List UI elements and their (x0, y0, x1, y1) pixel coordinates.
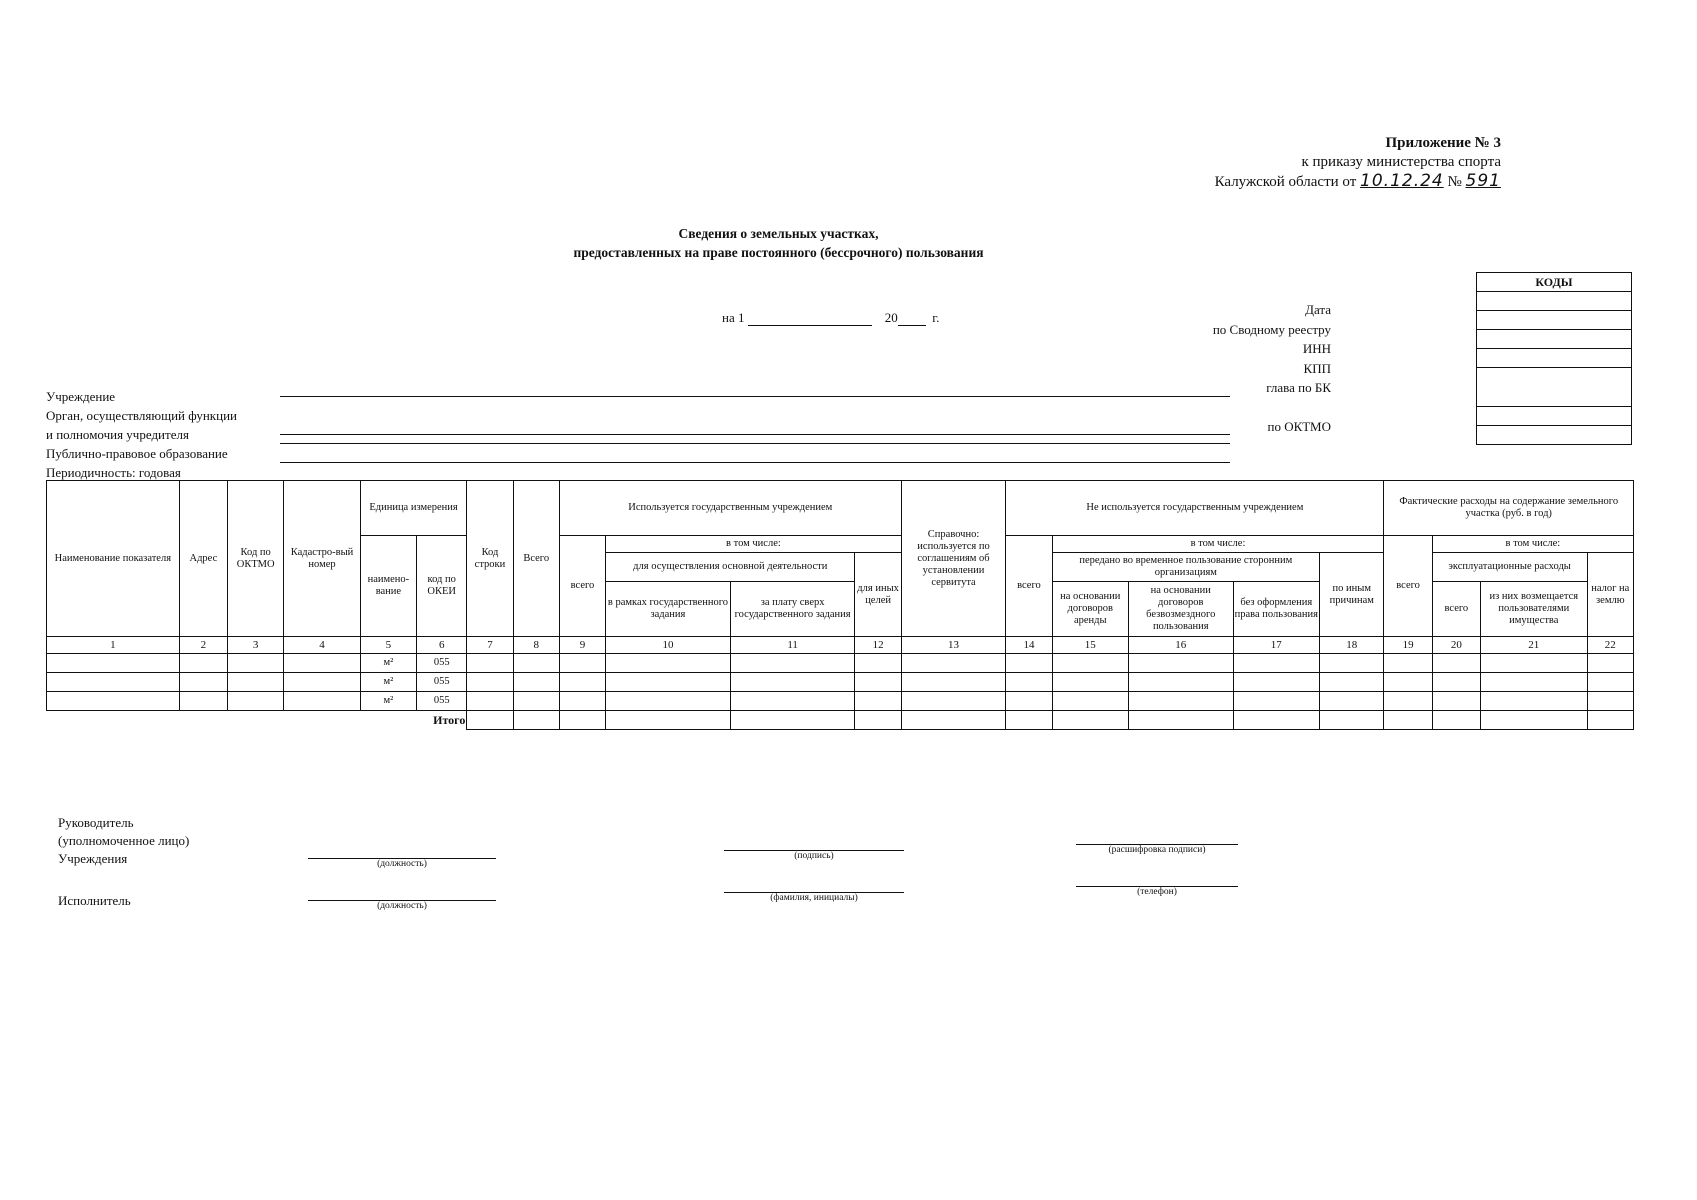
data-cell[interactable] (1233, 654, 1319, 673)
data-cell[interactable] (228, 673, 284, 692)
data-cell[interactable] (513, 692, 559, 711)
code-registry-cell[interactable] (1477, 311, 1632, 330)
total-cell[interactable] (1480, 711, 1587, 730)
unit-cell: м² (360, 673, 416, 692)
executor-phone-field[interactable] (1076, 886, 1238, 897)
executor-position-field[interactable] (308, 900, 496, 911)
h-oktmo: Код по ОКТМО (228, 481, 284, 637)
code-oktmo-cell[interactable] (1477, 407, 1632, 426)
sig-executor: Исполнитель (58, 893, 131, 908)
h-used: Используется государственным учреждением (559, 481, 901, 536)
data-cell[interactable] (1128, 692, 1233, 711)
title-line-2: предоставленных на праве постоянного (бессрочного) пользования (573, 245, 984, 260)
h-nu-total: всего (1006, 536, 1052, 637)
h-other-reasons: по иным причинам (1320, 553, 1384, 637)
h-no-right: без оформления права пользования (1233, 582, 1319, 637)
institution-labels (46, 387, 237, 482)
data-cell[interactable] (1006, 673, 1052, 692)
data-cell[interactable] (1432, 654, 1480, 673)
position-field[interactable] (308, 858, 496, 869)
data-cell[interactable] (606, 654, 731, 673)
data-cell[interactable] (284, 692, 360, 711)
col-num: 1 (47, 637, 180, 654)
h-nu-incl: в том числе: (1052, 536, 1384, 553)
table-row (47, 654, 1634, 673)
data-cell[interactable] (901, 692, 1006, 711)
h-address: Адрес (179, 481, 227, 637)
h-reimbursed: из них возмещается пользователями имущества (1480, 582, 1587, 637)
h-main-activity: для осуществления основной деятельности (606, 553, 855, 582)
h-used-total: всего (559, 536, 605, 637)
col-num: 18 (1320, 637, 1384, 654)
total-cell[interactable] (467, 711, 513, 730)
data-cell[interactable] (1128, 654, 1233, 673)
decode-field[interactable] (1076, 844, 1238, 855)
h-used-incl: в том числе: (606, 536, 902, 553)
data-cell[interactable] (1384, 654, 1432, 673)
data-cell[interactable] (1052, 654, 1128, 673)
col-num: 12 (855, 637, 901, 654)
okei-cell: 055 (417, 654, 467, 673)
col-num: 16 (1128, 637, 1233, 654)
h-other-purposes: для иных целей (855, 553, 901, 637)
total-cell[interactable] (1052, 711, 1128, 730)
label-institution: Учреждение (46, 389, 116, 404)
h-total: Всего (513, 481, 559, 637)
okei-cell: 055 (417, 673, 467, 692)
label-organ-2: и полномочия учредителя (46, 427, 189, 442)
data-cell[interactable] (1480, 654, 1587, 673)
total-row (47, 711, 1634, 730)
data-cell[interactable] (1052, 692, 1128, 711)
data-cell[interactable] (1432, 692, 1480, 711)
signature-labels (58, 814, 189, 910)
total-cell[interactable] (730, 711, 855, 730)
data-cell[interactable] (1320, 692, 1384, 711)
total-cell[interactable] (1432, 711, 1480, 730)
h-cadastral: Кадастро-вый номер (284, 481, 360, 637)
data-cell[interactable] (228, 692, 284, 711)
total-cell[interactable] (1233, 711, 1319, 730)
col-num: 20 (1432, 637, 1480, 654)
h-op-total: всего (1432, 582, 1480, 637)
h-name: Наименование показателя (47, 481, 180, 637)
codes-labels (1213, 300, 1331, 437)
data-cell[interactable] (730, 692, 855, 711)
data-cell[interactable] (179, 673, 227, 692)
col-num: 6 (417, 637, 467, 654)
data-cell[interactable] (1006, 654, 1052, 673)
col-num: 15 (1052, 637, 1128, 654)
data-cell[interactable] (1587, 692, 1633, 711)
codes-label-registry: по Сводному реестру (1212, 321, 1331, 337)
total-cell[interactable] (901, 711, 1006, 730)
sig-head-1: Руководитель (58, 815, 134, 830)
data-cell[interactable] (284, 654, 360, 673)
title-line-1: Сведения о земельных участках, (678, 226, 879, 241)
data-cell[interactable] (284, 673, 360, 692)
col-num: 17 (1233, 637, 1319, 654)
h-transferred: передано во временное пользование сторонним организациям (1052, 553, 1319, 582)
data-cell[interactable] (47, 692, 180, 711)
data-cell[interactable] (855, 654, 901, 673)
col-num: 2 (179, 637, 227, 654)
data-cell[interactable] (179, 654, 227, 673)
report-date (722, 310, 939, 326)
data-cell[interactable] (47, 654, 180, 673)
total-cell[interactable] (1006, 711, 1052, 730)
h-unit: Единица измерения (360, 481, 467, 536)
data-cell[interactable] (1052, 673, 1128, 692)
code-extra-cell[interactable] (1477, 426, 1632, 445)
unit-cell: м² (360, 692, 416, 711)
data-cell[interactable] (559, 654, 605, 673)
data-cell[interactable] (1480, 692, 1587, 711)
h-exp-total: всего (1384, 536, 1432, 637)
order-line: к приказу министерства спорта (1301, 154, 1501, 170)
caption-signature: (подпись) (794, 851, 834, 861)
report-year-field[interactable] (898, 325, 926, 326)
data-cell[interactable] (1320, 673, 1384, 692)
h-unit-code: код по ОКЕИ (417, 536, 467, 637)
h-row-code: Код строки (467, 481, 513, 637)
h-lease: на основании договоров аренды (1052, 582, 1128, 637)
data-cell[interactable] (1480, 673, 1587, 692)
total-cell[interactable] (1384, 711, 1432, 730)
total-cell[interactable] (513, 711, 559, 730)
report-year-suffix: г. (932, 310, 940, 325)
data-cell[interactable] (1006, 692, 1052, 711)
appendix-title: Приложение № 3 (1385, 135, 1501, 151)
data-cell[interactable] (1432, 673, 1480, 692)
table-row (47, 692, 1634, 711)
data-cell[interactable] (559, 692, 605, 711)
data-cell[interactable] (467, 654, 513, 673)
land-plots-table (46, 480, 1634, 730)
codes-label-oktmo: по ОКТМО (1267, 419, 1331, 434)
data-cell[interactable] (559, 673, 605, 692)
total-label: Итого (433, 713, 466, 728)
total-cell[interactable] (559, 711, 605, 730)
code-bk-cell[interactable] (1477, 368, 1632, 407)
col-num: 19 (1384, 637, 1432, 654)
codes-label-bk: глава по БК (1266, 380, 1331, 395)
signature-field[interactable] (724, 850, 904, 861)
col-num: 10 (606, 637, 731, 654)
data-cell[interactable] (1128, 673, 1233, 692)
h-servitude: Справочно: используется по соглашениям об установлении сервитута (901, 481, 1006, 637)
order-number-label: № (1447, 174, 1462, 190)
h-exp-incl: в том числе: (1432, 536, 1633, 553)
report-date-prefix: на 1 (722, 310, 745, 325)
document-title (0, 224, 1697, 262)
data-cell[interactable] (606, 692, 731, 711)
code-kpp-cell[interactable] (1477, 349, 1632, 368)
total-cell[interactable] (1587, 711, 1633, 730)
code-inn-cell[interactable] (1477, 330, 1632, 349)
appendix-header (1215, 134, 1501, 192)
institution-line[interactable] (280, 396, 1230, 397)
sig-head-3: Учреждения (58, 851, 128, 866)
data-cell[interactable] (1233, 692, 1319, 711)
total-cell[interactable] (1128, 711, 1233, 730)
order-number: 591 (1465, 171, 1501, 191)
order-date-prefix: Калужской области от (1214, 174, 1357, 190)
code-date-cell[interactable] (1477, 292, 1632, 311)
data-cell[interactable] (228, 654, 284, 673)
h-unit-name: наимено-вание (360, 536, 416, 637)
h-paid: за плату сверх государственного задания (730, 582, 855, 637)
col-num: 11 (730, 637, 855, 654)
public-entity-line[interactable] (280, 462, 1230, 463)
data-cell[interactable] (179, 692, 227, 711)
col-num: 4 (284, 637, 360, 654)
column-numbers-row (47, 637, 1634, 654)
data-cell[interactable] (1587, 654, 1633, 673)
h-state-task: в рамках государственного задания (606, 582, 731, 637)
h-operating: эксплуатационные расходы (1432, 553, 1587, 582)
col-num: 13 (901, 637, 1006, 654)
data-cell[interactable] (901, 673, 1006, 692)
label-organ-1: Орган, осуществляющий функции (46, 408, 237, 423)
order-date: 10.12.24 (1360, 171, 1444, 191)
col-num: 9 (559, 637, 605, 654)
data-cell[interactable] (513, 654, 559, 673)
total-cell[interactable] (606, 711, 731, 730)
data-cell[interactable] (47, 673, 180, 692)
data-cell[interactable] (730, 654, 855, 673)
data-cell[interactable] (1384, 692, 1432, 711)
codes-table (1476, 272, 1632, 445)
organ-line-2[interactable] (280, 443, 1230, 444)
col-num: 8 (513, 637, 559, 654)
h-expenses: Фактические расходы на содержание земельного участка (руб. в год) (1384, 481, 1634, 536)
caption-position-2: (должность) (377, 901, 427, 911)
codes-label-inn: ИНН (1302, 341, 1331, 356)
data-cell[interactable] (855, 692, 901, 711)
caption-position: (должность) (377, 859, 427, 869)
total-cell[interactable] (855, 711, 901, 730)
caption-phone: (телефон) (1137, 887, 1177, 897)
data-cell[interactable] (513, 673, 559, 692)
report-year-prefix: 20 (884, 310, 898, 325)
caption-name: (фамилия, инициалы) (770, 893, 858, 903)
data-cell[interactable] (1320, 654, 1384, 673)
total-cell[interactable] (1320, 711, 1384, 730)
codes-label-kpp: КПП (1303, 360, 1331, 376)
col-num: 21 (1480, 637, 1587, 654)
unit-cell: м² (360, 654, 416, 673)
table-row (47, 673, 1634, 692)
data-cell[interactable] (855, 673, 901, 692)
sig-head-2: (уполномоченное лицо) (58, 833, 190, 848)
data-cell[interactable] (1587, 673, 1633, 692)
label-periodicity: Периодичность: годовая (46, 465, 181, 480)
col-num: 14 (1006, 637, 1052, 654)
report-date-field[interactable] (748, 325, 872, 326)
label-public-entity: Публично-правовое образование (46, 446, 228, 461)
h-free-use: на основании договоров безвозмездного пользования (1128, 582, 1233, 637)
codes-label-date: Дата (1305, 302, 1331, 317)
data-cell[interactable] (1384, 673, 1432, 692)
organ-line[interactable] (280, 434, 1230, 435)
data-cell[interactable] (467, 673, 513, 692)
okei-cell: 055 (417, 692, 467, 711)
col-num: 7 (467, 637, 513, 654)
h-land-tax: налог на землю (1587, 553, 1633, 637)
codes-header: КОДЫ (1477, 273, 1632, 292)
data-cell[interactable] (467, 692, 513, 711)
col-num: 3 (228, 637, 284, 654)
data-cell[interactable] (606, 673, 731, 692)
data-cell[interactable] (730, 673, 855, 692)
col-num: 22 (1587, 637, 1633, 654)
data-cell[interactable] (901, 654, 1006, 673)
order-date-line (1215, 172, 1501, 192)
executor-name-field[interactable] (724, 892, 904, 903)
data-cell[interactable] (1233, 673, 1319, 692)
caption-decode: (расшифровка подписи) (1108, 845, 1206, 855)
col-num: 5 (360, 637, 416, 654)
h-not-used: Не используется государственным учреждением (1006, 481, 1384, 536)
